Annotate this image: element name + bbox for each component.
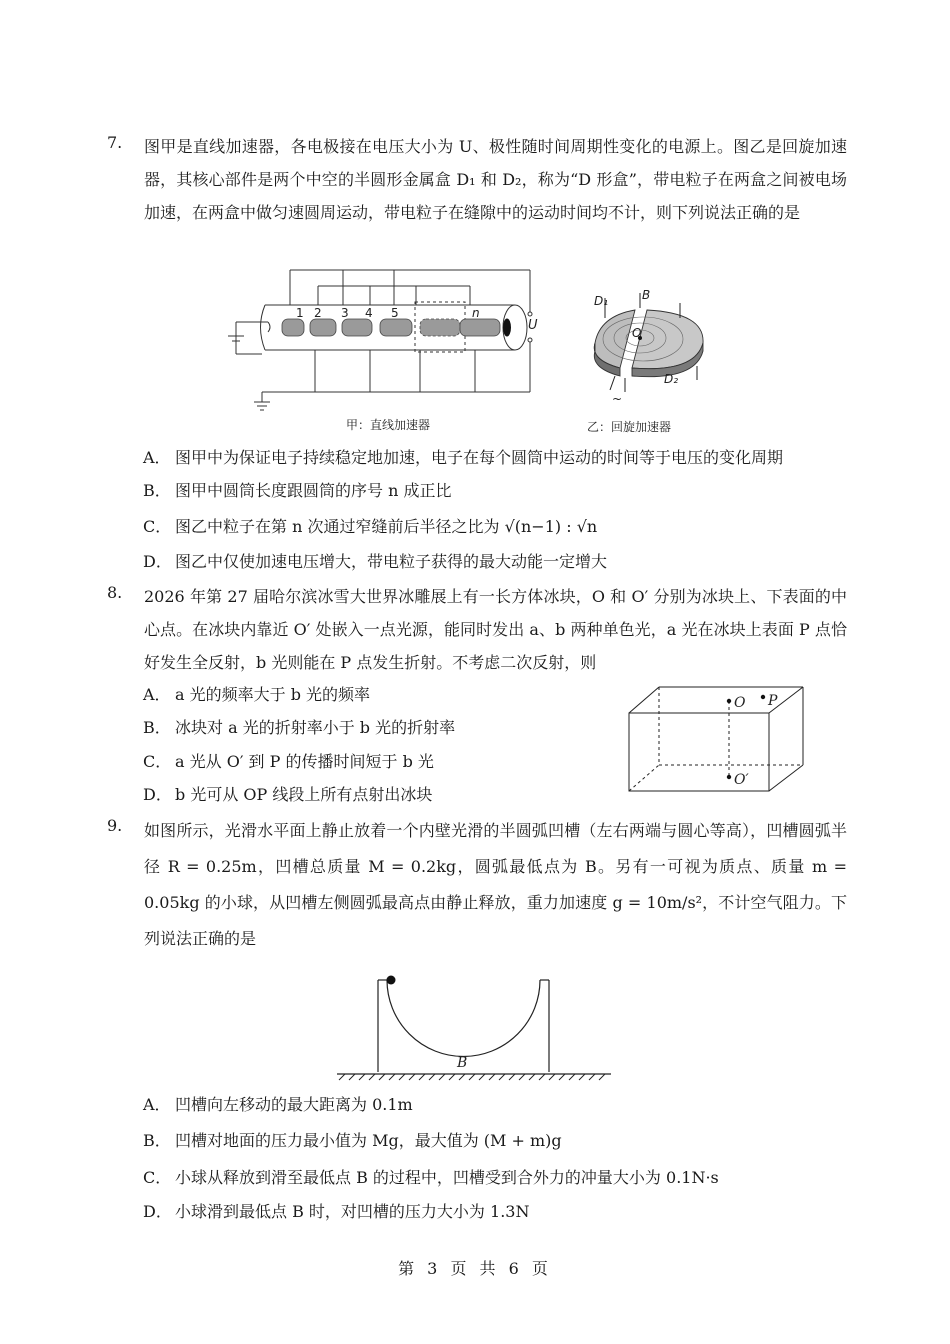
option-c: C． 图乙中粒子在第 n 次通过窄缝前后半径之比为 √(n−1) : √n	[143, 517, 598, 536]
option-b: B． 图甲中圆筒长度跟圆筒的序号 n 成正比	[143, 481, 452, 500]
option-d: D． 图乙中仅使加速电压增大，带电粒子获得的最大动能一定增大	[143, 552, 608, 571]
cyclotron-label: D₁	[594, 294, 609, 308]
option-a: A． 图甲中为保证电子持续稳定地加速，电子在每个圆筒中运动的时间等于电压的变化周期	[143, 448, 784, 467]
option-d: D． 小球滑到最低点 B 时，对凹槽的压力大小为 1.3N	[143, 1202, 530, 1221]
groove-figure	[333, 968, 615, 1086]
figure-caption: 乙：回旋加速器	[587, 420, 672, 434]
cyclotron-label: O	[632, 326, 642, 340]
question-stem: 2026 年第 27 届哈尔滨冰雪大世界冰雕展上有一长方体冰块，O 和 O′ 分别为冰块上、下表面的中心点。在冰块内靠近 O′ 处嵌入一点光源，能同时发出 a、b 两种单色光，a 光在冰块上表面 P 点恰好发生全反射，b 光则能在 P 点发生折射。不考虑二次反射，则	[144, 587, 847, 672]
ice-label-p: P	[768, 693, 778, 709]
question-8	[107, 580, 847, 679]
cyclotron-label: B	[642, 288, 651, 302]
question-stem: 如图所示，光滑水平面上静止放着一个内壁光滑的半圆弧凹槽（左右两端与圆心等高），凹槽圆弧半径 R = 0.25m，凹槽总质量 M = 0.2kg，圆弧最低点为 B。另有一可视为质点、质量 m = 0.05kg 的小球，从凹槽左侧圆弧最高点由静止释放，重力加速度 g = 10m/s²，不计空气阻力。下列说法正确的是	[144, 821, 847, 948]
tube-label: 3	[341, 306, 349, 320]
question-7	[107, 130, 847, 229]
voltage-label: U	[528, 318, 538, 333]
linear-accelerator-figure	[220, 262, 550, 412]
figure-caption: 甲：直线加速器	[346, 418, 431, 432]
tube-label: n	[472, 306, 480, 320]
question-9	[107, 813, 847, 957]
option-a: A． 凹槽向左移动的最大距离为 0.1m	[143, 1095, 413, 1114]
ice-label-o: O	[734, 695, 746, 711]
tube-label: 5	[391, 306, 399, 320]
question-number: 7.	[107, 133, 123, 152]
option-d: D． b 光可从 OP 线段上所有点射出冰块	[143, 785, 433, 804]
tube-label: 4	[365, 306, 373, 320]
option-b: B． 冰块对 a 光的折射率小于 b 光的折射率	[143, 718, 456, 737]
option-c: C． a 光从 O′ 到 P 的传播时间短于 b 光	[143, 752, 434, 771]
option-c: C． 小球从释放到滑至最低点 B 的过程中，凹槽受到合外力的冲量大小为 0.1N·s	[143, 1168, 719, 1187]
option-b: B． 凹槽对地面的压力最小值为 Mg，最大值为 (M + m)g	[143, 1131, 562, 1150]
option-a: A． a 光的频率大于 b 光的频率	[143, 685, 371, 704]
question-stem: 图甲是直线加速器，各电极接在电压大小为 U、极性随时间周期性变化的电源上。图乙是回旋加速器，其核心部件是两个中空的半圆形金属盒 D₁ 和 D₂，称为“D 形盒”，带电粒子在两盒之间被电场加速，在两盒中做匀速圆周运动，带电粒子在缝隙中的运动时间均不计，则下列说法正确的是	[144, 137, 847, 222]
tube-label: 2	[314, 306, 322, 320]
ice-label-o-prime: O′	[734, 772, 749, 788]
groove-label-b: B	[457, 1055, 468, 1071]
cyclotron-label: ~	[612, 392, 623, 406]
tube-label: 1	[296, 306, 304, 320]
cyclotron-label: D₂	[664, 372, 679, 386]
question-number: 9.	[107, 816, 123, 835]
page-footer: 第 3 页 共 6 页	[398, 1259, 552, 1278]
question-number: 8.	[107, 583, 123, 602]
